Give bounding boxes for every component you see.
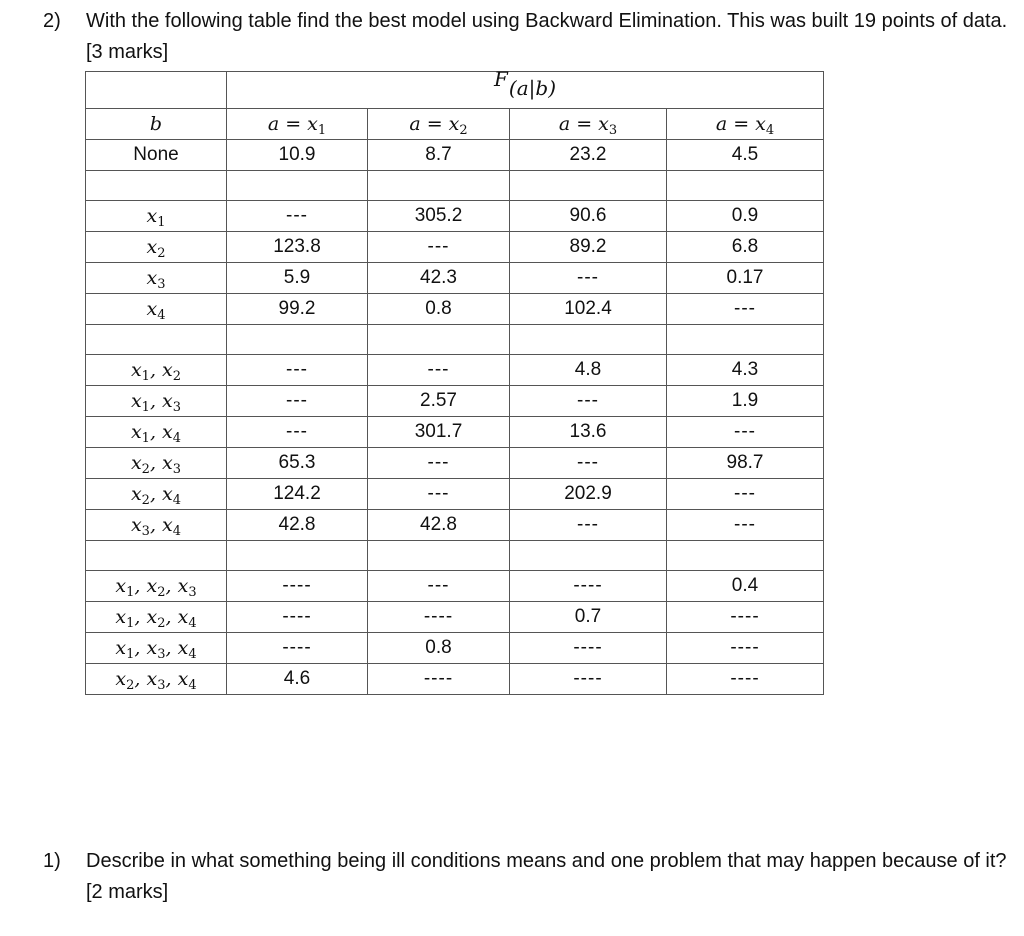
spacer-cell	[368, 171, 510, 201]
cell-value: ---	[368, 479, 510, 510]
math-variable: $x_3$	[162, 389, 182, 415]
table-row	[86, 232, 824, 263]
cell-value: 99.2	[227, 294, 368, 325]
cell-value: 123.8	[227, 232, 368, 263]
spacer-cell	[86, 171, 227, 201]
cell-value: 10.9	[227, 140, 368, 171]
f-letter: F	[494, 66, 508, 91]
cell-value: ----	[510, 633, 667, 664]
cell-value: 102.4	[510, 294, 667, 325]
row-variables	[146, 266, 166, 292]
table-row	[86, 602, 824, 633]
spacer-cell	[86, 325, 227, 355]
spacer-cell	[667, 325, 824, 355]
table-row	[86, 263, 824, 294]
cell-value: 4.6	[227, 664, 368, 695]
math-variable: $x_1$	[307, 112, 327, 138]
cell-value: ----	[667, 633, 824, 664]
column-formula: $a = x_1$	[267, 112, 327, 138]
cell-value: 4.5	[667, 140, 824, 171]
table-row	[86, 571, 824, 602]
cell-value: 90.6	[510, 201, 667, 232]
row-label	[86, 510, 227, 541]
cell-value: ----	[368, 664, 510, 695]
math-variable: $x_1$	[115, 605, 135, 631]
cell-value: ---	[368, 571, 510, 602]
math-variable: $x_4$	[177, 605, 197, 631]
cell-value: ---	[667, 479, 824, 510]
cell-value: 1.9	[667, 386, 824, 417]
row-label	[86, 386, 227, 417]
b-label: b	[149, 112, 163, 135]
cell-value: ---	[368, 232, 510, 263]
question-1-number: 1)	[43, 850, 61, 872]
row-label	[86, 571, 227, 602]
f-header-cell	[227, 66, 824, 109]
question-1-text: Describe in what something being ill conditions means and one problem that may happen because of it? [2 marks]	[86, 850, 1007, 903]
math-variable: $x_1$	[115, 636, 135, 662]
row-label	[86, 201, 227, 232]
cell-value: 0.9	[667, 201, 824, 232]
math-variable: $x_4$	[162, 482, 182, 508]
table-row	[86, 355, 824, 386]
cell-value: 23.2	[510, 140, 667, 171]
cell-value: ---	[667, 417, 824, 448]
table-row	[86, 294, 824, 325]
cell-value: ----	[667, 664, 824, 695]
row-variables: $x_1$, $x_3$, $x_4$	[115, 636, 197, 662]
cell-value: 65.3	[227, 448, 368, 479]
cell-value: ---	[368, 448, 510, 479]
spacer-cell	[227, 325, 368, 355]
cell-value: 0.8	[368, 294, 510, 325]
row-label	[86, 263, 227, 294]
spacer-row	[86, 171, 824, 201]
math-variable: $x_3$	[146, 636, 166, 662]
f-argument: (a|b)	[508, 75, 556, 100]
math-variable: $x_1$	[130, 389, 150, 415]
math-variable: $x_2$	[130, 451, 150, 477]
spacer-row	[86, 541, 824, 571]
spacer-cell	[667, 171, 824, 201]
cell-value: 0.8	[368, 633, 510, 664]
cell-value: ----	[667, 602, 824, 633]
math-variable: $x_3$	[130, 513, 150, 539]
row-variables: $x_2$, $x_4$	[130, 482, 182, 508]
col-header-x3	[510, 109, 667, 140]
row-variables: $x_2$, $x_3$, $x_4$	[115, 667, 197, 693]
cell-value: ---	[510, 510, 667, 541]
spacer-cell	[227, 541, 368, 571]
question-2-number: 2)	[43, 10, 61, 32]
row-label	[86, 417, 227, 448]
cell-value: ---	[227, 355, 368, 386]
question-2-text: With the following table find the best model using Backward Elimination. This was built 19 points of data. [3 marks]	[86, 10, 1008, 63]
math-variable: $x_3$	[598, 112, 618, 138]
table-row	[86, 510, 824, 541]
cell-value: 42.3	[368, 263, 510, 294]
cell-value: 5.9	[227, 263, 368, 294]
table-row	[86, 386, 824, 417]
cell-value: 202.9	[510, 479, 667, 510]
none-row	[86, 140, 824, 171]
table-row	[86, 664, 824, 695]
cell-value: ----	[510, 664, 667, 695]
math-variable: $x_2$	[146, 574, 166, 600]
math-variable: $x_4$	[162, 420, 182, 446]
cell-value: ---	[368, 355, 510, 386]
table-row	[86, 448, 824, 479]
math-variable: $x_4$	[162, 513, 182, 539]
math-variable: $x_3$	[177, 574, 197, 600]
header-blank-cell	[86, 72, 227, 109]
cell-value: 13.6	[510, 417, 667, 448]
cell-value: 42.8	[227, 510, 368, 541]
table-row	[86, 633, 824, 664]
cell-value: 301.7	[368, 417, 510, 448]
spacer-cell	[510, 171, 667, 201]
row-variables: $x_1$, $x_3$	[130, 389, 182, 415]
math-variable: $x_4$	[177, 667, 197, 693]
row-label	[86, 664, 227, 695]
col-header-x4	[667, 109, 824, 140]
math-variable: $x_3$	[146, 667, 166, 693]
cell-value: 2.57	[368, 386, 510, 417]
col-header-b	[86, 109, 227, 140]
cell-value: ---	[667, 294, 824, 325]
row-variables: $x_3$, $x_4$	[130, 513, 182, 539]
column-formula: $a = x_2$	[409, 112, 468, 138]
math-variable: $x_2$	[115, 667, 135, 693]
cell-value: ---	[227, 417, 368, 448]
spacer-row	[86, 325, 824, 355]
f-header-row	[86, 72, 824, 109]
cell-value: ---	[227, 386, 368, 417]
cell-value: ----	[227, 602, 368, 633]
math-variable: $x_2$	[162, 358, 182, 384]
cell-value: ----	[510, 571, 667, 602]
row-label	[86, 355, 227, 386]
cell-value: 4.3	[667, 355, 824, 386]
cell-value: 0.17	[667, 263, 824, 294]
column-formula: $a = x_3$	[558, 112, 618, 138]
cell-value: ---	[510, 263, 667, 294]
cell-value: 42.8	[368, 510, 510, 541]
spacer-cell	[510, 325, 667, 355]
column-header-row	[86, 109, 824, 140]
row-variables	[146, 297, 166, 323]
spacer-cell	[86, 541, 227, 571]
math-variable: $x_2$	[146, 235, 166, 261]
row-label	[86, 602, 227, 633]
cell-value: ----	[227, 571, 368, 602]
spacer-cell	[368, 541, 510, 571]
cell-value: 305.2	[368, 201, 510, 232]
col-header-x1	[227, 109, 368, 140]
cell-value: 4.8	[510, 355, 667, 386]
col-header-x2	[368, 109, 510, 140]
cell-value: ---	[227, 201, 368, 232]
cell-value: 8.7	[368, 140, 510, 171]
cell-value: ---	[667, 510, 824, 541]
cell-value: 89.2	[510, 232, 667, 263]
cell-value: 0.4	[667, 571, 824, 602]
row-variables: $x_1$, $x_4$	[130, 420, 182, 446]
table-row	[86, 417, 824, 448]
row-variables: $x_1$, $x_2$, $x_3$	[115, 574, 197, 600]
table-row	[86, 479, 824, 510]
row-label	[86, 232, 227, 263]
math-variable: $x_4$	[146, 297, 166, 323]
question-1	[0, 846, 1024, 912]
f-symbol	[494, 66, 556, 100]
math-variable: $x_1$	[115, 574, 135, 600]
cell-value: 6.8	[667, 232, 824, 263]
row-label	[86, 448, 227, 479]
math-variable: $x_3$	[146, 266, 166, 292]
spacer-cell	[368, 325, 510, 355]
math-variable: $x_2$	[130, 482, 150, 508]
row-label-none: None	[86, 140, 227, 171]
cell-value: 98.7	[667, 448, 824, 479]
f-statistics-table	[85, 66, 824, 695]
math-variable: $x_1$	[130, 358, 150, 384]
row-variables: $x_1$, $x_2$, $x_4$	[115, 605, 197, 631]
row-label	[86, 294, 227, 325]
math-variable: $x_1$	[130, 420, 150, 446]
table-row	[86, 201, 824, 232]
cell-value: ---	[510, 386, 667, 417]
cell-value: 124.2	[227, 479, 368, 510]
spacer-cell	[667, 541, 824, 571]
math-variable: $x_4$	[177, 636, 197, 662]
cell-value: ----	[368, 602, 510, 633]
cell-value: 0.7	[510, 602, 667, 633]
math-variable: $x_2$	[448, 112, 468, 138]
row-variables: $x_2$, $x_3$	[130, 451, 182, 477]
column-formula: $a = x_4$	[715, 112, 775, 138]
row-variables	[146, 235, 166, 261]
spacer-cell	[510, 541, 667, 571]
row-variables	[146, 204, 166, 230]
cell-value: ----	[227, 633, 368, 664]
math-variable: $x_2$	[146, 605, 166, 631]
math-variable: $x_3$	[162, 451, 182, 477]
row-variables: $x_1$, $x_2$	[130, 358, 182, 384]
math-variable: $x_4$	[755, 112, 775, 138]
question-2	[0, 6, 1024, 72]
spacer-cell	[227, 171, 368, 201]
row-label	[86, 479, 227, 510]
math-variable: $x_1$	[146, 204, 166, 230]
row-label	[86, 633, 227, 664]
cell-value: ---	[510, 448, 667, 479]
